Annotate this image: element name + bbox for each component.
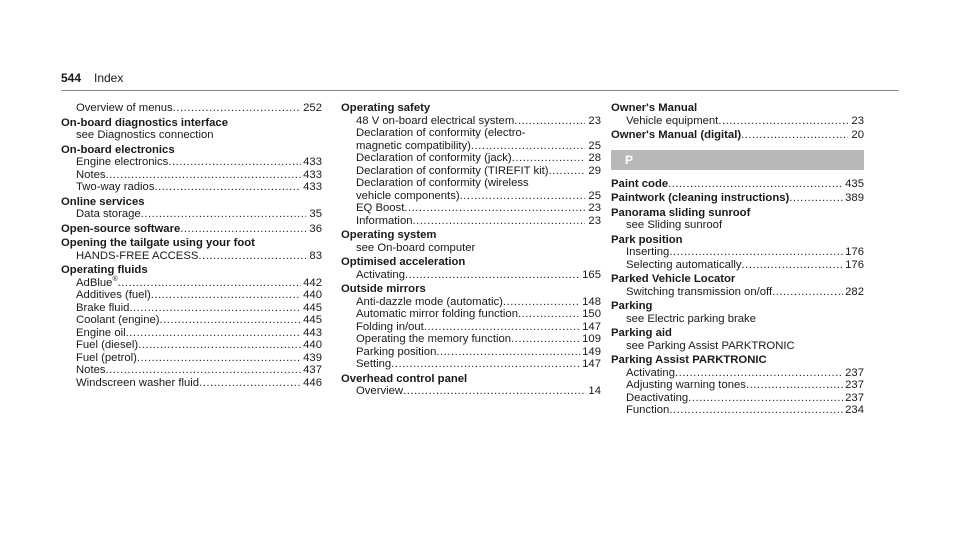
page-ref[interactable]: 252 xyxy=(303,102,322,114)
index-subentry: Automatic mirror folding function ..... 150 xyxy=(341,308,601,321)
page-ref[interactable]: 28 xyxy=(588,152,601,164)
leader-dots xyxy=(503,296,580,309)
index-subentry: Switching transmission on/off ..... 282 xyxy=(611,286,864,299)
leader-dots xyxy=(789,192,843,205)
leader-dots xyxy=(668,178,843,191)
page-ref[interactable]: 25 xyxy=(588,189,601,202)
index-term: On-board electronics xyxy=(61,143,175,156)
index-subentry: Activating ..... 165 xyxy=(341,269,601,282)
page-header xyxy=(61,71,899,91)
page-ref[interactable]: 23 xyxy=(588,114,601,127)
index-subentry: Information ..... 23 xyxy=(341,215,601,228)
index-entry xyxy=(61,144,322,194)
index-term: Owner's Manual (digital) xyxy=(611,129,742,141)
see-reference: see Parking Assist PARKTRONIC xyxy=(626,339,795,352)
leader-dots xyxy=(126,327,302,340)
leader-dots xyxy=(512,152,585,165)
index-subentry: Fuel (diesel) ..... 440 xyxy=(61,339,322,352)
index-entry xyxy=(341,256,601,281)
index-entry xyxy=(341,283,601,371)
index-column-3 xyxy=(611,102,864,419)
page-ref[interactable]: 36 xyxy=(309,222,322,235)
index-subentry: Additives (fuel) ..... 440 xyxy=(61,289,322,302)
index-entry xyxy=(611,327,864,352)
index-entry xyxy=(611,192,864,205)
page-ref[interactable]: 165 xyxy=(582,268,601,281)
index-entry xyxy=(61,264,322,389)
index-subentry: Inserting ..... 176 xyxy=(611,246,864,259)
leader-dots xyxy=(511,333,580,346)
index-subentry: Activating ..... 237 xyxy=(611,367,864,380)
page-ref[interactable]: 237 xyxy=(845,391,864,404)
index-term: Operating fluids xyxy=(61,264,148,276)
page-ref[interactable]: 150 xyxy=(582,308,601,320)
leader-dots xyxy=(173,102,301,115)
page-ref[interactable]: 237 xyxy=(845,366,864,379)
index-term: Operating system xyxy=(341,229,437,241)
index-subentry: Data storage ..... 35 xyxy=(61,208,322,221)
index-term: Parking xyxy=(611,300,653,312)
index-subentry: AdBlue® ..... 442 xyxy=(61,277,322,290)
index-entry xyxy=(611,207,864,232)
see-reference: see Electric parking brake xyxy=(626,312,756,325)
see-reference: see Sliding sunroof xyxy=(626,219,723,231)
index-term: Operating safety xyxy=(341,102,431,114)
index-entry xyxy=(341,373,601,398)
page-ref[interactable]: 35 xyxy=(309,208,322,220)
index-subentry: Engine electronics ..... 433 xyxy=(61,156,322,169)
leader-dots xyxy=(106,169,302,182)
section-letter-header: P xyxy=(611,150,864,170)
index-subentry: Declaration of conformity (TIREFIT kit) ..... 29 xyxy=(341,165,601,178)
leader-dots xyxy=(129,302,301,315)
page-ref[interactable]: 442 xyxy=(303,276,322,289)
leader-dots xyxy=(669,404,843,417)
leader-dots xyxy=(424,321,580,334)
index-term: Parking Assist PARKTRONIC xyxy=(611,354,767,366)
leader-dots xyxy=(151,289,301,302)
page-ref[interactable]: 83 xyxy=(309,249,322,262)
index-term: Parked Vehicle Locator xyxy=(611,273,736,285)
page-ref[interactable]: 23 xyxy=(851,114,864,127)
page-ref[interactable]: 25 xyxy=(588,139,601,152)
page-ref[interactable]: 234 xyxy=(845,404,864,416)
leader-dots xyxy=(141,208,306,221)
page-ref[interactable]: 440 xyxy=(303,339,322,351)
index-subentry: EQ Boost ..... 23 xyxy=(341,202,601,215)
index-subentry: Two-way radios ..... 433 xyxy=(61,181,322,194)
page-ref[interactable]: 109 xyxy=(582,333,601,345)
index-entry xyxy=(611,273,864,298)
leader-dots xyxy=(549,165,585,178)
index-entry xyxy=(611,354,864,417)
page-ref[interactable]: 237 xyxy=(845,379,864,391)
registered-mark: ® xyxy=(112,275,118,283)
header-rule xyxy=(61,90,899,91)
leader-dots xyxy=(460,190,585,203)
page-ref[interactable]: 439 xyxy=(303,351,322,364)
leader-dots xyxy=(403,385,585,398)
page-title: Index xyxy=(94,71,124,85)
leader-dots xyxy=(198,250,306,263)
leader-dots xyxy=(742,259,844,272)
index-subentry: Notes ..... 433 xyxy=(61,169,322,182)
leader-dots xyxy=(180,223,306,236)
index-term: Paint code xyxy=(611,177,669,190)
page-ref[interactable]: 176 xyxy=(845,246,864,258)
leader-dots xyxy=(772,286,843,299)
page-ref[interactable]: 433 xyxy=(303,156,322,168)
index-subentry: Deactivating ..... 237 xyxy=(611,392,864,405)
index-term: Overhead control panel xyxy=(341,372,468,385)
leader-dots xyxy=(391,358,580,371)
page-ref[interactable]: 23 xyxy=(588,214,601,227)
page-ref[interactable]: 14 xyxy=(588,385,601,397)
index-subentry-wrap: Declaration of conformity (wireless xyxy=(356,177,529,189)
leader-dots xyxy=(675,367,843,380)
index-term: Outside mirrors xyxy=(341,283,426,295)
page-ref[interactable]: 440 xyxy=(303,289,322,301)
index-subentry: Anti-dazzle mode (automatic) ..... 148 xyxy=(341,296,601,309)
page-ref[interactable]: 435 xyxy=(845,177,864,190)
index-column-1 xyxy=(61,102,322,391)
page-ref[interactable]: 389 xyxy=(845,192,864,204)
leader-dots xyxy=(718,115,848,128)
leader-dots xyxy=(168,156,301,169)
leader-dots xyxy=(471,140,585,153)
index-subentry: Notes ..... 437 xyxy=(61,364,322,377)
index-entry xyxy=(611,102,864,127)
index-subentry-wrap: Declaration of conformity (electro- xyxy=(356,127,526,139)
index-subentry: Selecting automatically ..... 176 xyxy=(611,259,864,272)
index-term: Optimised acceleration xyxy=(341,256,466,268)
leader-dots xyxy=(413,215,585,228)
page-ref[interactable]: 20 xyxy=(851,129,864,141)
index-subentry: Function ..... 234 xyxy=(611,404,864,417)
index-term: Paintwork (cleaning instructions) xyxy=(611,192,790,204)
index-subentry: Declaration of conformity (jack) ..... 28 xyxy=(341,152,601,165)
leader-dots xyxy=(514,115,585,128)
index-entry xyxy=(341,229,601,254)
index-subentry: HANDS-FREE ACCESS ..... 83 xyxy=(61,250,322,263)
index-subentry: 48 V on-board electrical system ..... 23 xyxy=(341,115,601,128)
index-term: On-board diagnostics interface xyxy=(61,116,228,129)
index-entry xyxy=(611,129,864,142)
index-subentry: Folding in/out ..... 147 xyxy=(341,321,601,334)
leader-dots xyxy=(199,377,301,390)
index-term: Owner's Manual xyxy=(611,102,698,114)
index-subentry: Windscreen washer fluid ..... 446 xyxy=(61,377,322,390)
page-ref[interactable]: 282 xyxy=(845,285,864,298)
index-subentry: Operating the memory function ..... 109 xyxy=(341,333,601,346)
index-subentry: Adjusting warning tones ..... 237 xyxy=(611,379,864,392)
leader-dots xyxy=(688,392,843,405)
index-subentry: Overview ..... 14 xyxy=(341,385,601,398)
leader-dots xyxy=(118,277,302,290)
index-entry xyxy=(611,300,864,325)
index-term: Opening the tailgate using your foot xyxy=(61,237,255,249)
index-subentry: Setting ..... 147 xyxy=(341,358,601,371)
see-reference: see On-board computer xyxy=(356,241,476,254)
page-ref[interactable]: 437 xyxy=(303,364,322,376)
page-ref[interactable]: 147 xyxy=(582,320,601,333)
index-column-2 xyxy=(341,102,601,400)
page-ref[interactable]: 433 xyxy=(303,168,322,181)
page-ref[interactable]: 445 xyxy=(303,314,322,326)
leader-dots xyxy=(138,339,301,352)
index-term: Parking aid xyxy=(611,327,672,339)
index-subentry: vehicle components) ..... 25 xyxy=(341,190,601,203)
leader-dots xyxy=(137,352,301,365)
page-ref[interactable]: 148 xyxy=(582,295,601,308)
index-subentry: Fuel (petrol) ..... 439 xyxy=(61,352,322,365)
page-ref[interactable]: 433 xyxy=(303,181,322,193)
leader-dots xyxy=(746,379,843,392)
index-entry xyxy=(61,117,322,142)
index-entry xyxy=(61,223,322,236)
page-ref[interactable]: 147 xyxy=(582,358,601,370)
index-entry xyxy=(61,102,322,115)
leader-dots xyxy=(741,129,848,142)
index-term: Park position xyxy=(611,233,683,246)
leader-dots xyxy=(669,246,843,259)
leader-dots xyxy=(160,314,302,327)
index-subentry: Parking position ..... 149 xyxy=(341,346,601,359)
leader-dots xyxy=(518,308,580,321)
index-entry xyxy=(611,178,864,191)
leader-dots xyxy=(405,269,580,282)
page-ref[interactable]: 149 xyxy=(582,345,601,358)
page-ref[interactable]: 23 xyxy=(588,202,601,214)
index-entry xyxy=(61,237,322,262)
index-entry xyxy=(61,196,322,221)
index-term: Open-source software xyxy=(61,222,181,235)
leader-dots xyxy=(436,346,580,359)
page-ref[interactable]: 29 xyxy=(588,164,601,177)
index-subentry: Overview of menus ..... 252 xyxy=(61,102,322,115)
index-term: Online services xyxy=(61,195,145,208)
see-reference: see Diagnostics connection xyxy=(76,129,214,141)
index-subentry: Coolant (engine) ..... 445 xyxy=(61,314,322,327)
page-ref[interactable]: 445 xyxy=(303,301,322,314)
index-subentry: Brake fluid ..... 445 xyxy=(61,302,322,315)
index-subentry: Engine oil ..... 443 xyxy=(61,327,322,340)
leader-dots xyxy=(404,202,585,215)
leader-dots xyxy=(106,364,302,377)
index-term: Panorama sliding sunroof xyxy=(611,206,751,219)
index-subentry: Vehicle equipment ..... 23 xyxy=(611,115,864,128)
index-subentry: magnetic compatibility) ..... 25 xyxy=(341,140,601,153)
index-entry xyxy=(341,102,601,227)
leader-dots xyxy=(154,181,301,194)
page-ref[interactable]: 176 xyxy=(845,258,864,271)
index-entry xyxy=(611,234,864,272)
page-ref[interactable]: 446 xyxy=(303,376,322,389)
page-ref[interactable]: 443 xyxy=(303,326,322,339)
page-number: 544 xyxy=(61,71,82,85)
